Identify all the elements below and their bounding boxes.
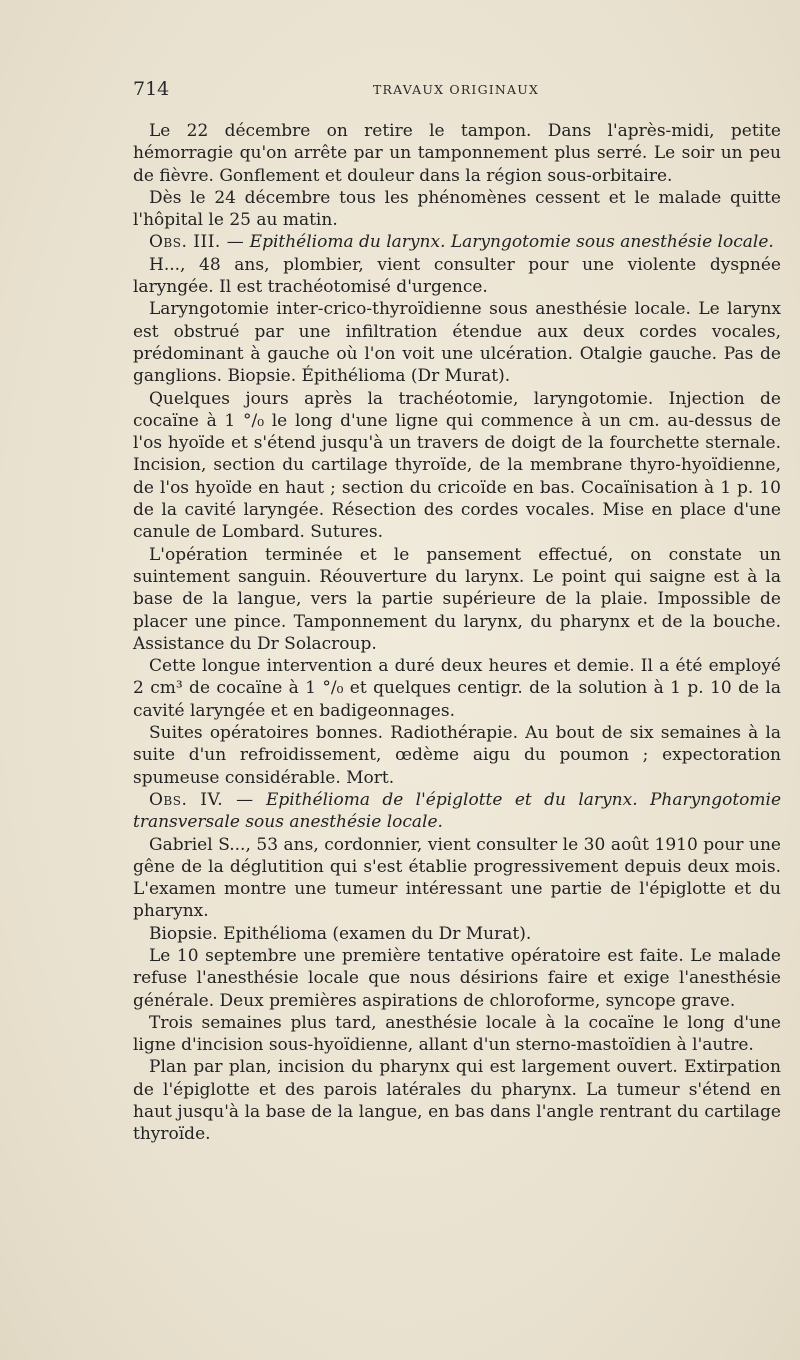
paragraph: Suites opératoires bonnes. Radiothérapie. Au bout de six semaines à la suite d'un refroidissement, œdème aigu du poumon ; expectoration spumeuse considérable. Mort. — [133, 723, 781, 788]
paragraph: Biopsie. Epithélioma (examen du Dr Murat). — [149, 923, 532, 944]
page-number: 714 — [133, 78, 170, 100]
observation-label: Obs. III. — — [149, 232, 245, 253]
paragraph: Le 10 septembre une première tentative opératoire est faite. Le malade refuse l'anesthésie locale que nous désirions faire et exige l'anesthésie générale. Deux premières aspirations de chloroforme, syncope grave. — [133, 945, 781, 1011]
paragraph: H..., 48 ans, plombier, vient consulter pour une violente dyspnée laryngée. Il est trachéotomisé d'urgence. — [133, 254, 781, 298]
observation-title: Epithélioma du larynx. Laryngotomie sous anesthésie locale. — [249, 232, 774, 253]
observation-heading — [133, 789, 781, 834]
paragraph: Laryngotomie inter-crico-thyroïdienne sous anesthésie locale. Le larynx est obstrué par une infiltration étendue aux deux cordes vocales, prédominant à gauche où l'on voit une ulcération. Otalgie gauche. Pas de ganglions. Biopsie. Épithélioma (Dr Murat). — [133, 299, 781, 387]
paragraph: L'opération terminée et le pansement effectué, on constate un suintement sanguin. Réouverture du larynx. Le point qui saigne est à la base de la langue, vers la partie supérieure de la plaie. Impossible de placer une pince. Tamponnement du larynx, du pharynx et de la bouche. Assistance du Dr Solacroup. — [133, 544, 781, 654]
paragraph: Le 22 décembre on retire le tampon. Dans l'après-midi, petite hémorragie qu'on arrête par un tamponnement plus serré. Le soir un peu de fièvre. Gonflement et douleur dans la région sous-orbitaire. — [133, 121, 781, 186]
observation-heading — [133, 231, 781, 253]
body-text — [133, 120, 781, 1146]
paragraph: Quelques jours après la trachéotomie, laryngotomie. Injection de cocaïne à 1 °/₀ le long d'une ligne qui commence à un cm. au-dessus de l'os hyoïde et s'étend jusqu'à un travers de doigt de la fourchette sternale. Incision, section du cartilage thyroïde, de la membrane thyro-hyoïdienne, de l'os hyoïde en haut ; section du cricoïde en bas. Cocaïnisation à 1 p. 10 de la cavité laryngée. Résection des cordes vocales. Mise en place d'une canule de Lombard. Sutures. — [133, 388, 781, 543]
paragraph: Trois semaines plus tard, anesthésie locale à la cocaïne le long d'une ligne d'incision sous-hyoïdienne, allant d'un sterno-mastoïdien à l'autre. — [133, 1012, 781, 1056]
paragraph: Dès le 24 décembre tous les phénomènes cessent et le malade quitte l'hôpital le 25 au matin. — [133, 187, 781, 231]
page-header — [133, 78, 760, 100]
paragraph: Gabriel S..., 53 ans, cordonnier, vient consulter le 30 août 1910 pour une gêne de la déglutition qui s'est établie progressivement depuis deux mois. L'examen montre une tumeur intéressant une partie de l'épiglotte et du pharynx. — [133, 834, 781, 922]
paragraph: Cette longue intervention a duré deux heures et demie. Il a été employé 2 cm³ de cocaïne à 1 °/₀ et quelques centigr. de la solution à 1 p. 10 de la cavité laryngée et en badigeonnages. — [133, 656, 781, 721]
paragraph: Plan par plan, incision du pharynx qui est largement ouvert. Extirpation de l'épiglotte et des parois latérales du pharynx. La tumeur s'étend en haut jusqu'à la base de la langue, en bas dans l'angle rentrant du cartilage thyroïde. — [133, 1057, 781, 1145]
observation-label: Obs. IV. — — [149, 789, 254, 810]
running-head: TRAVAUX ORIGINAUX — [373, 82, 540, 97]
observation-title: Epithélioma de l'épiglotte et du larynx. Pharyngotomie transversale sous anesthésie locale. — [133, 789, 782, 833]
